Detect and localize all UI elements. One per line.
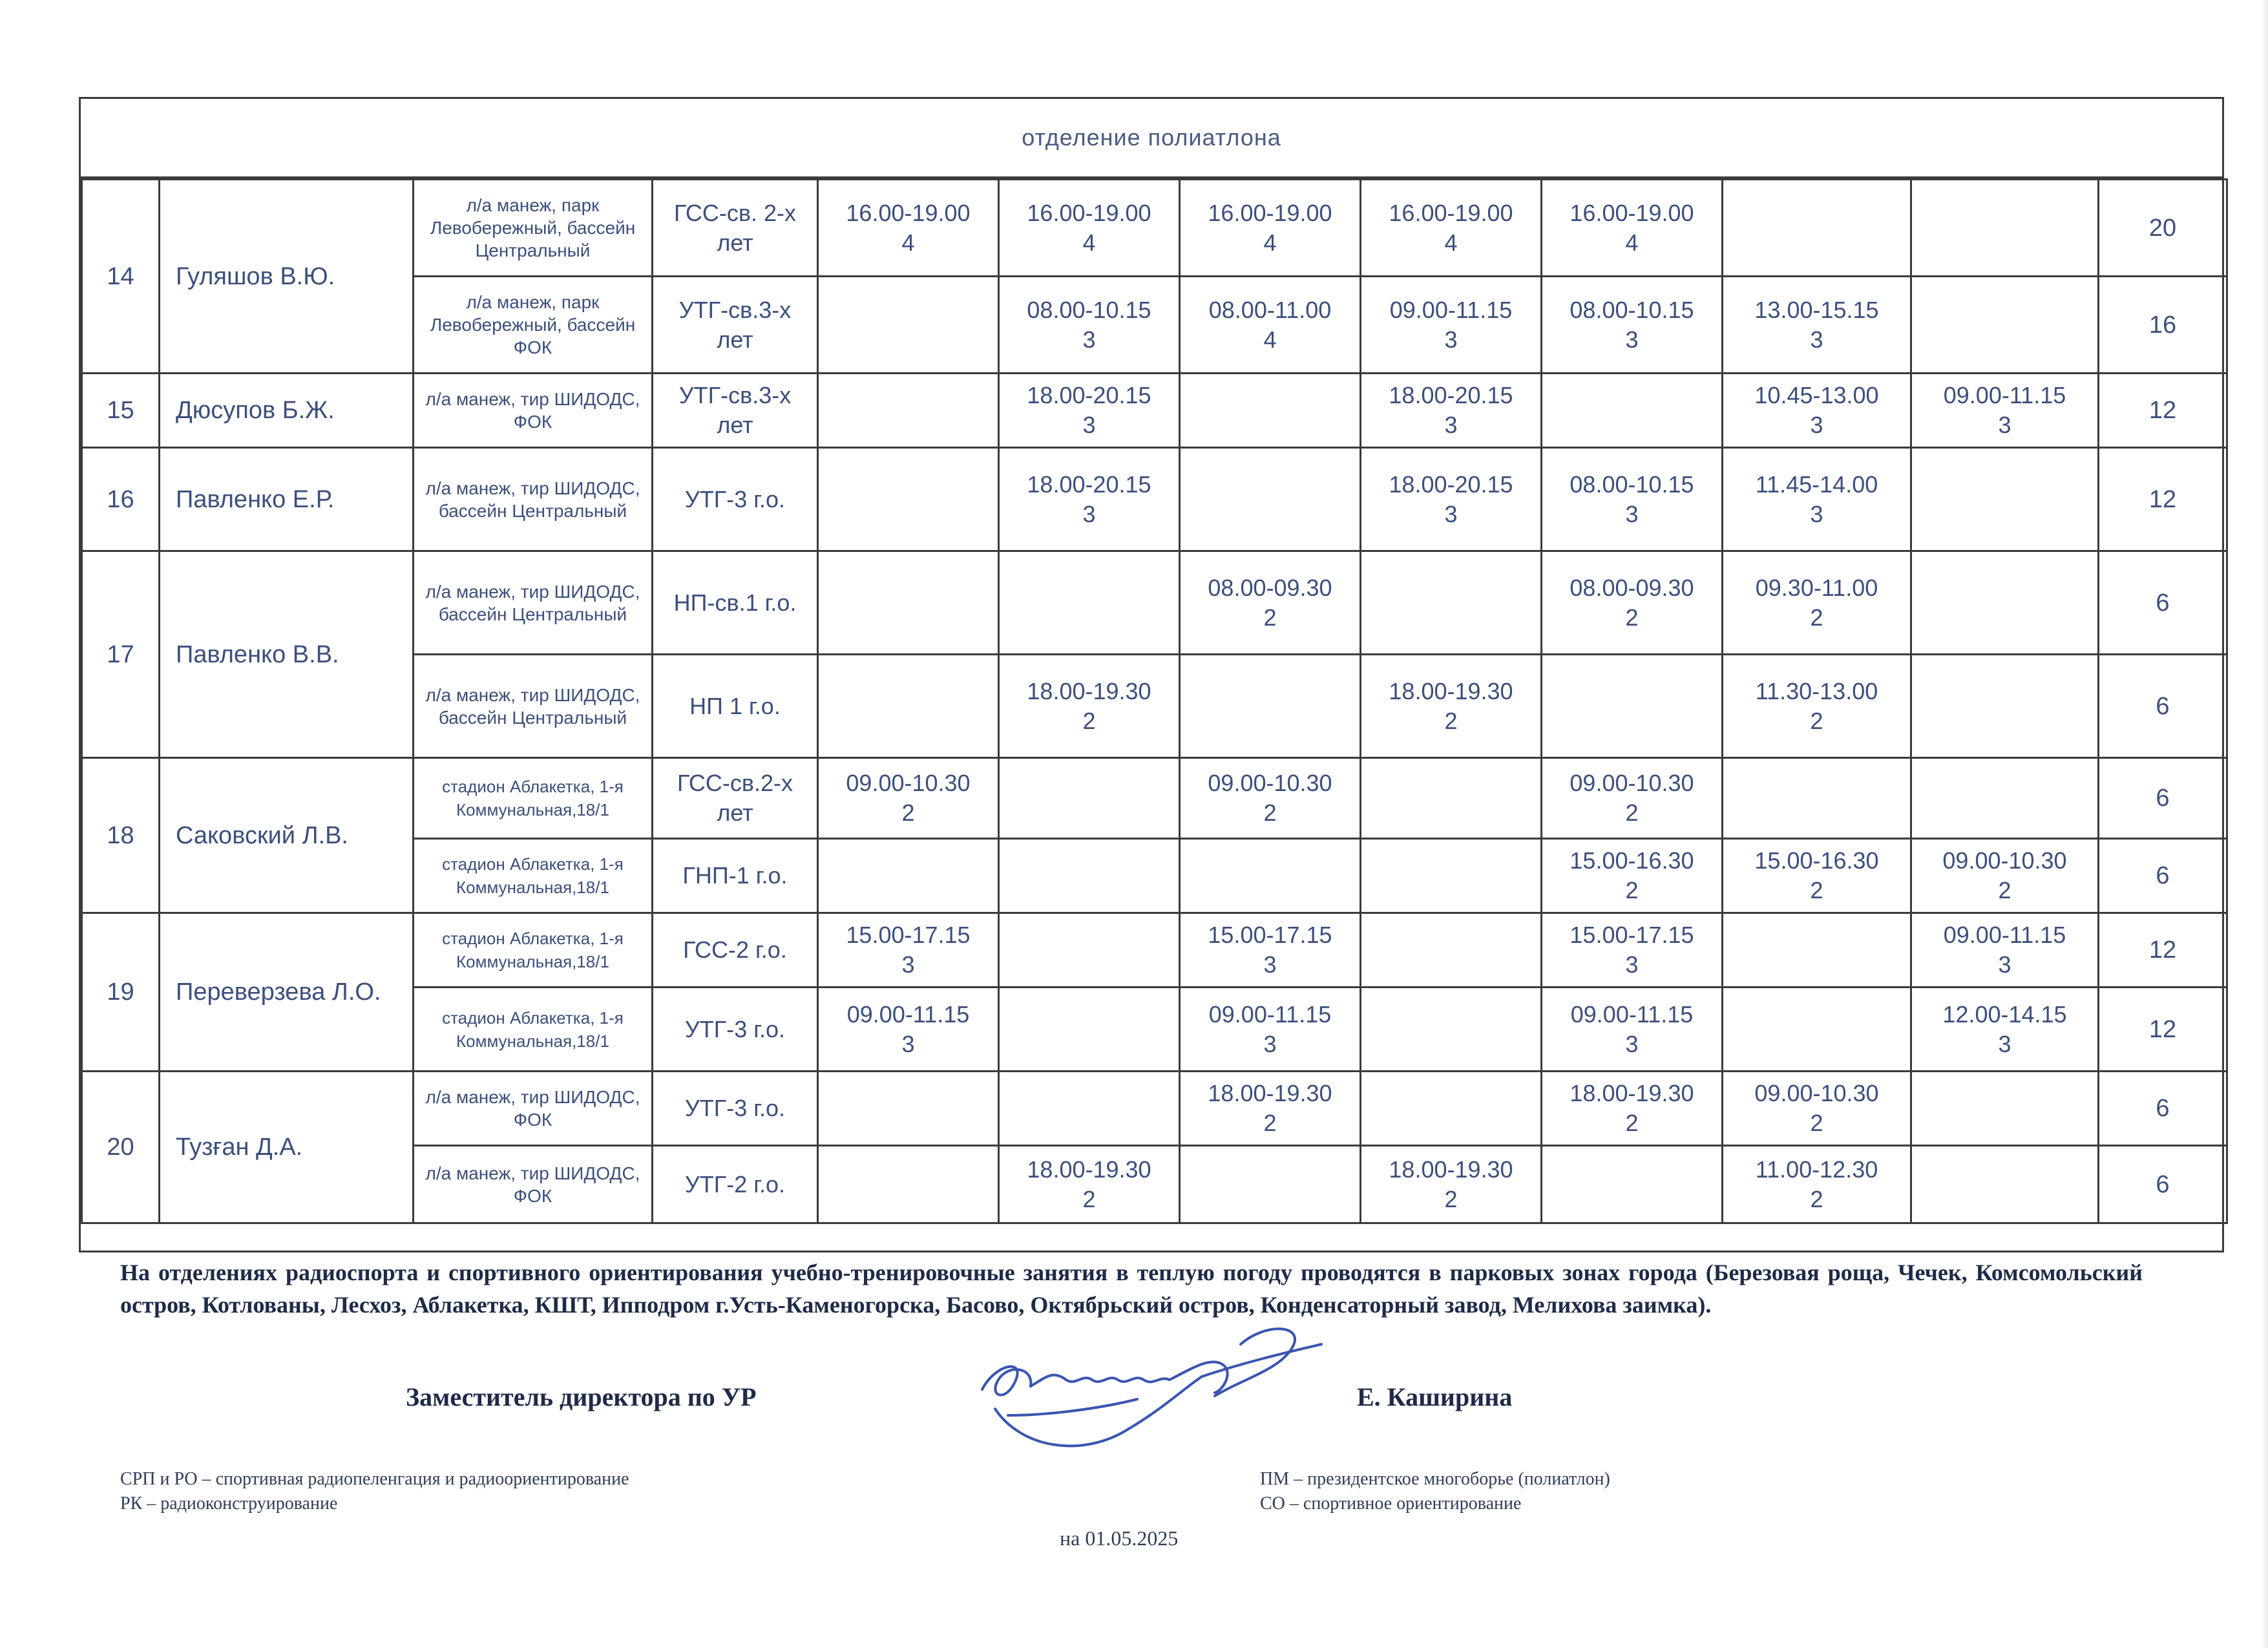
- time-range: 18.00-19.30: [1389, 1156, 1513, 1183]
- day-cell: [818, 839, 999, 913]
- training-place: стадион Аблакетка, 1-я Коммунальная,18/1: [414, 988, 653, 1072]
- day-hours: 3: [1998, 1030, 2011, 1057]
- day-cell: [1180, 1072, 1361, 1146]
- day-cell: [1911, 1146, 2099, 1223]
- day-cell: [999, 839, 1180, 913]
- signer-name: Е. Каширина: [1357, 1382, 1513, 1411]
- time-range: 18.00-20.15: [1389, 382, 1513, 408]
- time-range: 08.00-11.00: [1208, 296, 1332, 323]
- day-hours: 3: [1082, 326, 1096, 353]
- training-group: УТГ-св.3-х лет: [653, 277, 818, 374]
- parks-note: На отделениях радиоспорта и спортивного ориентирования учебно-тренировочные занятия в теплую погоду проводятся в парковых зонах города (Березовая роща, Чечек, Комсомольский остров, Котлованы, Лесхоз, Аблакетка, КШТ, Ипподром г.Усть-Каменогорска, Басово, Октябрьский остров, Конденсаторный завод, Мелихова заимка).: [120, 1260, 2143, 1318]
- day-hours: 3: [1810, 326, 1823, 353]
- day-cell: [1361, 1072, 1542, 1146]
- day-hours: 2: [1625, 604, 1639, 631]
- day-hours: 3: [1998, 951, 2011, 978]
- day-hours: 3: [1625, 500, 1639, 527]
- day-cell: [1180, 180, 1361, 277]
- time-range: 10.45-13.00: [1754, 382, 1879, 408]
- row-number: 15: [82, 374, 160, 448]
- day-cell: [999, 1072, 1180, 1146]
- time-range: 08.00-10.15: [1570, 296, 1694, 323]
- time-range: 18.00-19.30: [1389, 677, 1513, 704]
- day-cell: [1723, 655, 1911, 758]
- time-range: 08.00-09.30: [1570, 574, 1694, 601]
- time-range: 13.00-15.15: [1754, 296, 1879, 323]
- table-row: [82, 913, 2227, 988]
- training-group: ГСС-2 г.о.: [653, 913, 818, 988]
- time-range: 09.00-11.15: [1943, 382, 2066, 408]
- day-cell: [1361, 551, 1542, 655]
- day-cell: [818, 655, 999, 758]
- time-range: 16.00-19.00: [1570, 199, 1694, 226]
- day-cell: [1542, 839, 1723, 913]
- time-range: 09.00-10.30: [846, 770, 971, 796]
- day-hours: 2: [1082, 1185, 1096, 1212]
- time-range: 08.00-09.30: [1208, 574, 1332, 601]
- day-cell: [818, 551, 999, 655]
- training-place: стадион Аблакетка, 1-я Коммунальная,18/1: [414, 913, 653, 988]
- day-hours: 2: [1263, 1110, 1277, 1136]
- day-cell: [1361, 277, 1542, 374]
- blank-row: [82, 1223, 2227, 1257]
- training-group: УТГ-3 г.о.: [653, 448, 818, 551]
- day-cell: [1723, 374, 1911, 448]
- document-date: на 01.05.2025: [1060, 1527, 1179, 1550]
- time-range: 18.00-20.15: [1027, 470, 1151, 498]
- day-hours: 2: [1810, 1110, 1823, 1136]
- training-place: л/а манеж, тир ШИДОДС, ФОК: [414, 374, 653, 448]
- training-place: л/а манеж, парк Левобережный, бассейн Центральный: [414, 180, 653, 277]
- day-cell: [818, 758, 999, 839]
- day-cell: [818, 448, 999, 551]
- total-hours: 6: [2099, 1072, 2227, 1146]
- coach-name: Дюсупов Б.Ж.: [160, 374, 414, 448]
- day-hours: 2: [1810, 1185, 1823, 1212]
- table-row: [82, 758, 2227, 839]
- day-cell: [818, 1146, 999, 1223]
- day-hours: 2: [1444, 707, 1458, 734]
- row-number: 14: [82, 180, 160, 374]
- table-row: [82, 374, 2227, 448]
- total-hours: 6: [2099, 655, 2227, 758]
- day-cell: [1180, 655, 1361, 758]
- day-cell: [1911, 551, 2099, 655]
- schedule-table: [81, 178, 2228, 1257]
- day-cell: [999, 913, 1180, 988]
- total-hours: 12: [2099, 374, 2227, 448]
- day-cell: [1361, 913, 1542, 988]
- day-cell: [1911, 655, 2099, 758]
- day-cell: [1180, 758, 1361, 839]
- time-range: 18.00-19.30: [1027, 1156, 1151, 1183]
- day-cell: [1911, 448, 2099, 551]
- legend-item: СО – спортивное ориентирование: [1260, 1494, 1522, 1514]
- day-cell: [1911, 913, 2099, 988]
- training-place: л/а манеж, тир ШИДОДС, ФОК: [414, 1072, 653, 1146]
- day-cell: [1911, 277, 2099, 374]
- schedule-body: [82, 180, 2227, 1257]
- day-hours: 2: [1810, 707, 1823, 734]
- day-hours: 3: [1810, 412, 1823, 438]
- coach-name: Гуляшов В.Ю.: [160, 180, 414, 374]
- day-cell: [1542, 1072, 1723, 1146]
- day-cell: [999, 1146, 1180, 1223]
- time-range: 15.00-16.30: [1754, 847, 1879, 874]
- day-cell: [999, 374, 1180, 448]
- total-hours: 6: [2099, 758, 2227, 839]
- day-cell: [1361, 758, 1542, 839]
- coach-name: Саковский Л.В.: [160, 758, 414, 913]
- day-hours: 2: [1082, 707, 1096, 734]
- day-cell: [1723, 277, 1911, 374]
- row-number: 20: [82, 1072, 160, 1223]
- day-cell: [999, 758, 1180, 839]
- day-cell: [1180, 374, 1361, 448]
- day-cell: [1180, 988, 1361, 1072]
- total-hours: 6: [2099, 1146, 2227, 1223]
- day-cell: [1723, 551, 1911, 655]
- day-cell: [818, 374, 999, 448]
- time-range: 11.30-13.00: [1755, 677, 1878, 704]
- time-range: 15.00-17.15: [846, 922, 971, 948]
- day-cell: [1361, 180, 1542, 277]
- day-hours: 4: [1082, 229, 1096, 256]
- schedule-frame: [79, 97, 2224, 1252]
- day-cell: [1361, 1146, 1542, 1223]
- training-place: л/а манеж, тир ШИДОДС, ФОК: [414, 1146, 653, 1223]
- training-place: л/а манеж, тир ШИДОДС, бассейн Центральный: [414, 655, 653, 758]
- training-place: л/а манеж, тир ШИДОДС, бассейн Центральный: [414, 448, 653, 551]
- day-cell: [1911, 988, 2099, 1072]
- day-cell: [1723, 839, 1911, 913]
- time-range: 09.00-10.30: [1754, 1080, 1879, 1106]
- time-range: 09.00-10.30: [1942, 847, 2067, 874]
- time-range: 18.00-19.30: [1027, 677, 1151, 704]
- day-hours: 3: [901, 1030, 915, 1057]
- total-hours: 12: [2099, 988, 2227, 1072]
- day-cell: [1542, 758, 1723, 839]
- day-cell: [1542, 448, 1723, 551]
- total-hours: 6: [2099, 839, 2227, 913]
- training-place: стадион Аблакетка, 1-я Коммунальная,18/1: [414, 839, 653, 913]
- day-hours: 3: [1625, 1030, 1639, 1057]
- day-hours: 3: [1625, 951, 1639, 978]
- day-cell: [1361, 448, 1542, 551]
- training-group: НП-св.1 г.о.: [653, 551, 818, 655]
- section-title: отделение полиатлона: [81, 99, 2222, 178]
- row-number: 19: [82, 913, 160, 1072]
- day-cell: [1542, 180, 1723, 277]
- legend-item: РК – радиоконструирование: [120, 1494, 338, 1514]
- day-hours: 2: [1625, 799, 1639, 826]
- scan-edge: [2260, 0, 2268, 1648]
- day-cell: [1180, 448, 1361, 551]
- day-cell: [1361, 839, 1542, 913]
- day-cell: [1723, 1072, 1911, 1146]
- total-hours: 6: [2099, 551, 2227, 655]
- training-group: УТГ-3 г.о.: [653, 1072, 818, 1146]
- time-range: 18.00-19.30: [1208, 1080, 1332, 1106]
- time-range: 15.00-17.15: [1208, 922, 1332, 948]
- day-cell: [1723, 758, 1911, 839]
- day-hours: 2: [1625, 877, 1639, 903]
- day-cell: [999, 277, 1180, 374]
- table-row: [82, 551, 2227, 655]
- day-cell: [1911, 374, 2099, 448]
- day-hours: 4: [1444, 229, 1458, 256]
- day-cell: [818, 180, 999, 277]
- time-range: 09.00-11.15: [1570, 1000, 1694, 1028]
- legend-left: [120, 1467, 629, 1516]
- coach-name: Тузған Д.А.: [160, 1072, 414, 1223]
- day-cell: [1723, 913, 1911, 988]
- day-hours: 3: [1998, 412, 2011, 438]
- day-hours: 3: [1263, 951, 1277, 978]
- time-range: 16.00-19.00: [1208, 199, 1332, 226]
- time-range: 15.00-16.30: [1570, 847, 1694, 874]
- day-cell: [1911, 758, 2099, 839]
- training-group: УТГ-2 г.о.: [653, 1146, 818, 1223]
- row-number: 17: [82, 551, 160, 758]
- day-cell: [1180, 277, 1361, 374]
- row-number: 16: [82, 448, 160, 551]
- time-range: 09.00-11.15: [1943, 922, 2066, 948]
- signer-position: Заместитель директора по УР: [406, 1382, 757, 1411]
- training-group: ГНП-1 г.о.: [653, 839, 818, 913]
- day-hours: 3: [1082, 412, 1096, 438]
- training-place: стадион Аблакетка, 1-я Коммунальная,18/1: [414, 758, 653, 839]
- day-cell: [818, 277, 999, 374]
- time-range: 09.00-11.15: [1389, 296, 1513, 323]
- day-hours: 2: [1444, 1185, 1458, 1212]
- time-range: 08.00-10.15: [1570, 470, 1694, 498]
- day-hours: 2: [901, 799, 915, 826]
- day-hours: 3: [1263, 1030, 1277, 1057]
- training-group: УТГ-3 г.о.: [653, 988, 818, 1072]
- day-hours: 4: [1263, 326, 1277, 353]
- day-cell: [999, 551, 1180, 655]
- day-cell: [999, 988, 1180, 1072]
- day-hours: 4: [901, 229, 915, 256]
- day-hours: 2: [1263, 604, 1277, 631]
- coach-name: Переверзева Л.О.: [160, 913, 414, 1072]
- time-range: 09.30-11.00: [1755, 574, 1878, 601]
- training-place: л/а манеж, парк Левобережный, бассейн ФОК: [414, 277, 653, 374]
- table-row: [82, 1072, 2227, 1146]
- day-cell: [1542, 913, 1723, 988]
- day-cell: [1361, 374, 1542, 448]
- day-cell: [1542, 551, 1723, 655]
- day-hours: 2: [1810, 877, 1823, 903]
- day-cell: [1542, 988, 1723, 1072]
- time-range: 11.00-12.30: [1755, 1156, 1878, 1183]
- legend-right: [1260, 1467, 1610, 1516]
- total-hours: 20: [2099, 180, 2227, 277]
- day-cell: [1542, 277, 1723, 374]
- day-hours: 2: [1998, 877, 2011, 903]
- table-row: [82, 448, 2227, 551]
- day-cell: [818, 988, 999, 1072]
- training-group: ГСС-св.2-х лет: [653, 758, 818, 839]
- day-hours: 3: [1444, 412, 1458, 438]
- day-cell: [1542, 374, 1723, 448]
- day-cell: [1911, 839, 2099, 913]
- legend-item: СРП и РО – спортивная радиопеленгация и радиоориентирование: [120, 1469, 629, 1489]
- day-cell: [1180, 551, 1361, 655]
- training-group: НП 1 г.о.: [653, 655, 818, 758]
- coach-name: Павленко В.В.: [160, 551, 414, 758]
- day-cell: [999, 655, 1180, 758]
- training-group: УТГ-св.3-х лет: [653, 374, 818, 448]
- day-hours: 3: [1625, 326, 1639, 353]
- day-cell: [1180, 839, 1361, 913]
- day-cell: [1723, 1146, 1911, 1223]
- day-hours: 3: [1082, 500, 1096, 527]
- total-hours: 12: [2099, 913, 2227, 988]
- day-hours: 3: [1810, 500, 1823, 527]
- table-row: [82, 180, 2227, 277]
- day-cell: [818, 913, 999, 988]
- day-cell: [999, 180, 1180, 277]
- day-hours: 2: [1625, 1110, 1639, 1136]
- time-range: 18.00-20.15: [1027, 382, 1151, 408]
- time-range: 08.00-10.15: [1027, 296, 1151, 323]
- day-hours: 4: [1625, 229, 1639, 256]
- day-hours: 3: [1444, 500, 1458, 527]
- day-cell: [1361, 988, 1542, 1072]
- day-hours: 2: [1810, 604, 1823, 631]
- day-cell: [1911, 1072, 2099, 1146]
- time-range: 09.00-11.15: [1208, 1000, 1332, 1028]
- day-cell: [1180, 913, 1361, 988]
- time-range: 09.00-10.30: [1208, 770, 1332, 796]
- total-hours: 16: [2099, 277, 2227, 374]
- day-cell: [1723, 180, 1911, 277]
- training-group: ГСС-св. 2-х лет: [653, 180, 818, 277]
- time-range: 16.00-19.00: [846, 199, 971, 226]
- total-hours: 12: [2099, 448, 2227, 551]
- day-cell: [1542, 1146, 1723, 1223]
- day-cell: [1723, 448, 1911, 551]
- time-range: 09.00-10.30: [1570, 770, 1694, 796]
- time-range: 16.00-19.00: [1027, 199, 1151, 226]
- day-hours: 4: [1263, 229, 1277, 256]
- day-cell: [1911, 180, 2099, 277]
- time-range: 15.00-17.15: [1570, 922, 1694, 948]
- day-cell: [1542, 655, 1723, 758]
- day-cell: [818, 1072, 999, 1146]
- time-range: 12.00-14.15: [1942, 1000, 2067, 1028]
- blank-cell: [82, 1223, 2227, 1257]
- day-hours: 3: [1444, 326, 1458, 353]
- coach-name: Павленко Е.Р.: [160, 448, 414, 551]
- row-number: 18: [82, 758, 160, 913]
- day-cell: [999, 448, 1180, 551]
- day-hours: 3: [901, 951, 915, 978]
- time-range: 11.45-14.00: [1755, 470, 1878, 498]
- training-place: л/а манеж, тир ШИДОДС, бассейн Центральный: [414, 551, 653, 655]
- time-range: 16.00-19.00: [1389, 199, 1513, 226]
- day-hours: 2: [1263, 799, 1277, 826]
- handwritten-signature: [969, 1318, 1331, 1467]
- day-cell: [1723, 988, 1911, 1072]
- time-range: 18.00-19.30: [1570, 1080, 1694, 1106]
- time-range: 09.00-11.15: [846, 1000, 970, 1028]
- day-cell: [1361, 655, 1542, 758]
- time-range: 18.00-20.15: [1389, 470, 1513, 498]
- day-cell: [1180, 1146, 1361, 1223]
- legend-item: ПМ – президентское многоборье (полиатлон): [1260, 1469, 1610, 1489]
